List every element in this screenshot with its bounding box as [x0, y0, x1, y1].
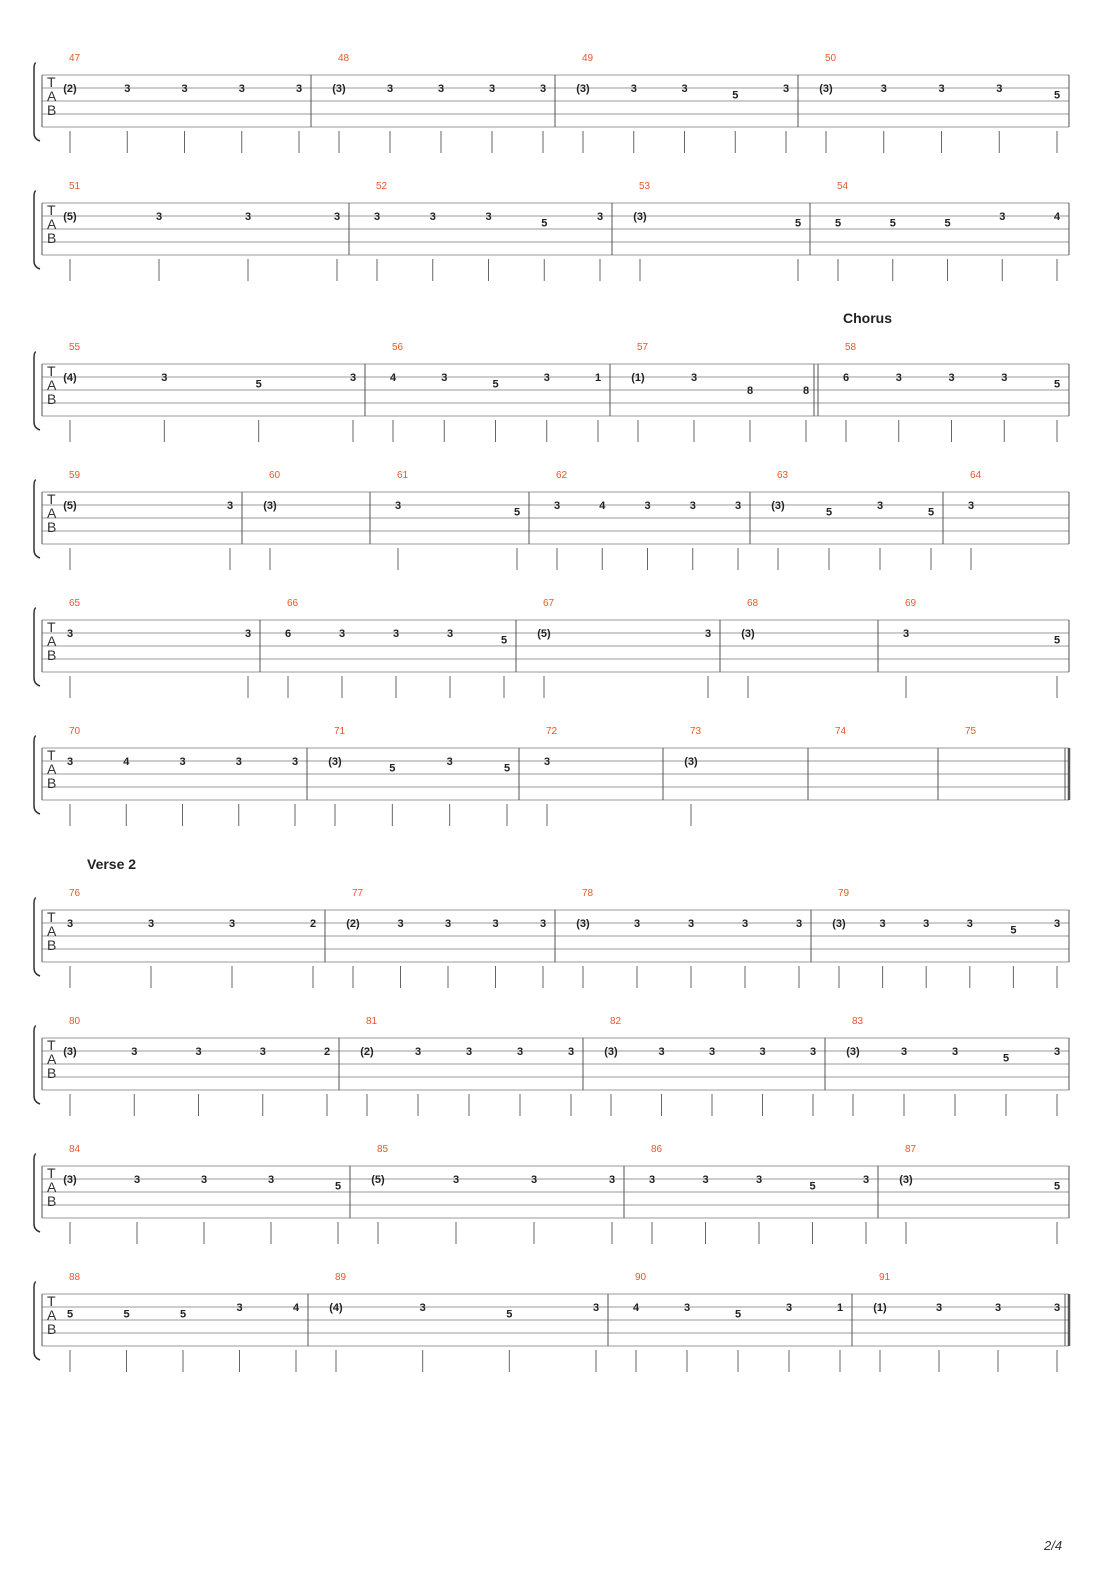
fret-number: 3 — [543, 372, 550, 384]
measure-number: 80 — [69, 1016, 81, 1027]
fret-number: 3 — [437, 83, 445, 95]
fret-number: 4 — [1053, 211, 1061, 223]
measure-number: 60 — [269, 470, 281, 481]
fret-number: 3 — [923, 918, 930, 930]
fret-number: 3 — [238, 83, 245, 95]
fret-number: (3) — [832, 918, 846, 930]
fret-number: 3 — [782, 83, 790, 95]
measure-number: 81 — [366, 1016, 378, 1027]
fret-number: 4 — [123, 756, 130, 768]
fret-number: 3 — [195, 1046, 202, 1058]
fret-number: 3 — [683, 1302, 691, 1314]
system-bracket — [34, 191, 40, 269]
fret-number: 3 — [147, 918, 155, 930]
system-bracket — [34, 898, 40, 976]
fret-number: (3) — [328, 756, 342, 768]
fret-number: 3 — [895, 372, 902, 384]
fret-number: (3) — [771, 500, 785, 512]
fret-number: 3 — [291, 756, 299, 768]
fret-number: 3 — [704, 628, 712, 640]
fret-number: 3 — [492, 918, 499, 930]
fret-number: 5 — [492, 378, 499, 391]
system-bracket — [34, 1282, 40, 1360]
fret-number: 3 — [452, 1174, 460, 1186]
measure-number: 59 — [69, 470, 81, 481]
measure-number: 61 — [397, 470, 409, 481]
fret-number: (3) — [899, 1174, 913, 1186]
fret-number: 3 — [235, 756, 242, 768]
measure-number: 65 — [69, 598, 81, 609]
fret-number: 5 — [1053, 89, 1061, 102]
tab-clef-letter: T — [47, 1037, 56, 1053]
measure-number: 67 — [543, 598, 555, 609]
tab-clef-letter: B — [47, 102, 57, 118]
tab-clef-letter: A — [47, 1179, 57, 1195]
fret-number: 3 — [999, 211, 1006, 223]
fret-number: 3 — [644, 500, 651, 512]
fret-number: 5 — [732, 89, 739, 102]
system-bracket — [34, 63, 40, 141]
measure-number: 51 — [69, 181, 81, 192]
fret-number: 5 — [794, 217, 802, 230]
fret-number: 3 — [66, 918, 74, 930]
fret-number: 3 — [181, 83, 188, 95]
measure-number: 49 — [582, 53, 594, 64]
fret-number: 3 — [785, 1302, 793, 1314]
fret-number: 3 — [373, 211, 381, 223]
fret-number: 3 — [244, 628, 252, 640]
fret-number: 3 — [935, 1302, 943, 1314]
measure-number: 55 — [69, 342, 81, 353]
tab-clef-letter: T — [47, 909, 56, 925]
tab-clef-letter: T — [47, 1293, 56, 1309]
fret-number: 3 — [333, 211, 341, 223]
fret-number: 5 — [825, 506, 833, 519]
measure-number: 77 — [352, 888, 364, 899]
fret-number: 3 — [880, 83, 887, 95]
tab-clef-letter: B — [47, 230, 57, 246]
fret-number: 3 — [386, 83, 394, 95]
fret-number: 2 — [309, 918, 317, 930]
measure-number: 47 — [69, 53, 81, 64]
fret-number: 3 — [759, 1046, 766, 1058]
fret-number: (3) — [846, 1046, 860, 1058]
tab-clef-letter: A — [47, 1307, 57, 1323]
fret-number: 5 — [503, 762, 511, 775]
fret-number: 3 — [66, 756, 74, 768]
fret-number: 8 — [746, 385, 754, 397]
fret-number: (3) — [819, 83, 833, 95]
tab-clef-letter: T — [47, 491, 56, 507]
measure-number: 78 — [582, 888, 594, 899]
fret-number: 3 — [596, 211, 604, 223]
measure-number: 63 — [777, 470, 789, 481]
tab-clef-letter: A — [47, 88, 57, 104]
fret-number: 1 — [594, 372, 602, 384]
fret-number: (3) — [604, 1046, 618, 1058]
measure-number: 48 — [338, 53, 350, 64]
measure-number: 66 — [287, 598, 299, 609]
fret-number: 3 — [648, 1174, 656, 1186]
fret-number: 3 — [516, 1046, 524, 1058]
fret-number: 3 — [131, 1046, 138, 1058]
tab-clef-letter: T — [47, 619, 56, 635]
fret-number: 3 — [236, 1302, 243, 1314]
measure-number: 88 — [69, 1272, 81, 1283]
fret-number: 3 — [708, 1046, 716, 1058]
fret-number: (1) — [631, 372, 645, 384]
fret-number: 3 — [228, 918, 236, 930]
fret-number: 3 — [658, 1046, 665, 1058]
fret-number: (1) — [873, 1302, 887, 1314]
fret-number: 3 — [755, 1174, 763, 1186]
tab-clef-letter: T — [47, 363, 56, 379]
fret-number: 3 — [441, 372, 448, 384]
tab-clef-letter: B — [47, 1065, 57, 1081]
fret-number: 3 — [951, 1046, 959, 1058]
fret-number: 5 — [927, 506, 935, 519]
measure-number: 57 — [637, 342, 649, 353]
fret-number: 3 — [630, 83, 637, 95]
tab-clef-letter: A — [47, 633, 57, 649]
tab-clef-letter: A — [47, 505, 57, 521]
fret-number: 3 — [876, 500, 884, 512]
measure-number: 70 — [69, 726, 81, 737]
fret-number: 3 — [349, 372, 357, 384]
measure-number: 89 — [335, 1272, 347, 1283]
fret-number: (3) — [576, 83, 590, 95]
fret-number: 3 — [900, 1046, 908, 1058]
fret-number: 5 — [500, 634, 508, 647]
fret-number: 3 — [741, 918, 749, 930]
fret-number: 3 — [133, 1174, 141, 1186]
fret-number: 4 — [599, 500, 606, 512]
fret-number: 3 — [155, 211, 163, 223]
fret-number: 3 — [465, 1046, 473, 1058]
tab-clef-letter: T — [47, 202, 56, 218]
system-bracket — [34, 736, 40, 814]
tab-clef-letter: A — [47, 216, 57, 232]
tab-clef-letter: T — [47, 1165, 56, 1181]
fret-number: 3 — [539, 918, 547, 930]
fret-number: 5 — [513, 506, 521, 519]
fret-number: 6 — [842, 372, 850, 384]
fret-number: 5 — [506, 1308, 513, 1321]
fret-number: 3 — [429, 211, 436, 223]
fret-number: 3 — [226, 500, 234, 512]
tab-clef-letter: B — [47, 1193, 57, 1209]
fret-number: 3 — [295, 83, 303, 95]
measure-number: 79 — [838, 888, 850, 899]
measure-number: 50 — [825, 53, 837, 64]
fret-number: (3) — [63, 1046, 77, 1058]
fret-number: 3 — [690, 372, 698, 384]
fret-number: 3 — [592, 1302, 600, 1314]
measure-number: 84 — [69, 1144, 81, 1155]
fret-number: 5 — [389, 762, 396, 775]
fret-number: (5) — [63, 500, 77, 512]
fret-number: 5 — [1053, 634, 1061, 647]
fret-number: 3 — [687, 918, 695, 930]
fret-number: (5) — [371, 1174, 385, 1186]
fret-number: 3 — [681, 83, 688, 95]
fret-number: 3 — [948, 372, 955, 384]
fret-number: 5 — [123, 1308, 130, 1321]
fret-number: (2) — [63, 83, 77, 95]
fret-number: 3 — [446, 756, 453, 768]
fret-number: 5 — [541, 217, 548, 230]
measure-number: 86 — [651, 1144, 663, 1155]
fret-number: 3 — [608, 1174, 616, 1186]
fret-number: 4 — [389, 372, 397, 384]
fret-number: 3 — [994, 1302, 1002, 1314]
tab-clef-letter: T — [47, 74, 56, 90]
fret-number: 5 — [1010, 924, 1017, 937]
fret-number: 3 — [734, 500, 742, 512]
measure-number: 62 — [556, 470, 568, 481]
fret-number: 3 — [66, 628, 74, 640]
fret-number: (5) — [63, 211, 77, 223]
tab-clef-letter: B — [47, 391, 57, 407]
fret-number: 3 — [200, 1174, 208, 1186]
fret-number: 3 — [567, 1046, 575, 1058]
fret-number: 5 — [66, 1308, 74, 1321]
measure-number: 58 — [845, 342, 857, 353]
measure-number: 56 — [392, 342, 404, 353]
fret-number: 3 — [397, 918, 404, 930]
fret-number: 3 — [938, 83, 945, 95]
fret-number: 3 — [795, 918, 803, 930]
fret-number: 3 — [530, 1174, 538, 1186]
fret-number: 3 — [394, 500, 402, 512]
fret-number: 3 — [338, 628, 346, 640]
fret-number: (3) — [633, 211, 647, 223]
measure-number: 69 — [905, 598, 917, 609]
fret-number: 3 — [689, 500, 696, 512]
tab-clef-letter: A — [47, 761, 57, 777]
measure-number: 85 — [377, 1144, 389, 1155]
measure-number: 71 — [334, 726, 346, 737]
fret-number: 4 — [632, 1302, 640, 1314]
measure-number: 52 — [376, 181, 388, 192]
fret-number: 3 — [996, 83, 1003, 95]
fret-number: (5) — [537, 628, 551, 640]
measure-number: 73 — [690, 726, 702, 737]
fret-number: 3 — [446, 628, 454, 640]
fret-number: 5 — [255, 378, 262, 391]
measure-number: 54 — [837, 181, 849, 192]
measure-number: 75 — [965, 726, 977, 737]
measure-number: 64 — [970, 470, 982, 481]
measure-number: 53 — [639, 181, 651, 192]
page-number: 2/4 — [1044, 1538, 1063, 1553]
measure-number: 72 — [546, 726, 558, 737]
measure-number: 76 — [69, 888, 81, 899]
fret-number: 5 — [944, 217, 951, 230]
tab-clef-letter: A — [47, 377, 57, 393]
tab-clef-letter: T — [47, 747, 56, 763]
tab-clef-letter: B — [47, 937, 57, 953]
fret-number: 3 — [633, 918, 641, 930]
measure-number: 82 — [610, 1016, 622, 1027]
measure-number: 90 — [635, 1272, 647, 1283]
fret-number: 3 — [488, 83, 496, 95]
fret-number: 1 — [836, 1302, 844, 1314]
fret-number: 3 — [809, 1046, 817, 1058]
system-bracket — [34, 480, 40, 558]
fret-number: 3 — [902, 628, 910, 640]
tab-clef-letter: B — [47, 647, 57, 663]
measure-number: 87 — [905, 1144, 917, 1155]
fret-number: 3 — [1053, 918, 1061, 930]
fret-number: 3 — [444, 918, 452, 930]
fret-number: 3 — [543, 756, 551, 768]
fret-number: (2) — [346, 918, 360, 930]
tab-clef-letter: A — [47, 923, 57, 939]
fret-number: (2) — [360, 1046, 374, 1058]
fret-number: 5 — [809, 1180, 816, 1193]
measure-number: 74 — [835, 726, 847, 737]
section-label-chorus: Chorus — [843, 310, 892, 326]
fret-number: 3 — [1053, 1046, 1061, 1058]
fret-number: 3 — [244, 211, 252, 223]
measure-number: 68 — [747, 598, 759, 609]
tab-clef-letter: A — [47, 1051, 57, 1067]
fret-number: (3) — [332, 83, 346, 95]
fret-number: 3 — [259, 1046, 266, 1058]
fret-number: 3 — [539, 83, 547, 95]
section-label-verse-2: Verse 2 — [87, 856, 137, 872]
fret-number: 5 — [1053, 1180, 1061, 1193]
fret-number: 5 — [834, 217, 842, 230]
fret-number: 3 — [966, 918, 973, 930]
tab-clef-letter: B — [47, 519, 57, 535]
fret-number: 3 — [161, 372, 168, 384]
fret-number: 3 — [485, 211, 492, 223]
fret-number: 3 — [1053, 1302, 1061, 1314]
fret-number: 3 — [414, 1046, 422, 1058]
fret-number: 5 — [1002, 1052, 1010, 1065]
system-bracket — [34, 608, 40, 686]
fret-number: 3 — [419, 1302, 426, 1314]
fret-number: 4 — [292, 1302, 300, 1314]
fret-number: (3) — [63, 1174, 77, 1186]
fret-number: 3 — [179, 756, 186, 768]
fret-number: 5 — [179, 1308, 187, 1321]
fret-number: 2 — [323, 1046, 331, 1058]
fret-number: 5 — [889, 217, 896, 230]
fret-number: 8 — [802, 385, 810, 397]
fret-number: 3 — [553, 500, 561, 512]
fret-number: 3 — [879, 918, 886, 930]
fret-number: 6 — [284, 628, 292, 640]
tab-clef-letter: B — [47, 775, 57, 791]
system-bracket — [34, 352, 40, 430]
fret-number: (3) — [263, 500, 277, 512]
fret-number: 3 — [1001, 372, 1008, 384]
measure-number: 83 — [852, 1016, 864, 1027]
fret-number: (3) — [684, 756, 698, 768]
fret-number: 5 — [1053, 378, 1061, 391]
fret-number: (3) — [576, 918, 590, 930]
system-bracket — [34, 1154, 40, 1232]
fret-number: (4) — [63, 372, 77, 384]
fret-number: 3 — [967, 500, 975, 512]
fret-number: (3) — [741, 628, 755, 640]
fret-number: 3 — [702, 1174, 709, 1186]
fret-number: 3 — [862, 1174, 870, 1186]
fret-number: (4) — [329, 1302, 343, 1314]
fret-number: 5 — [334, 1180, 342, 1193]
system-bracket — [34, 1026, 40, 1104]
measure-number: 91 — [879, 1272, 891, 1283]
fret-number: 5 — [734, 1308, 742, 1321]
fret-number: 3 — [267, 1174, 275, 1186]
fret-number: 3 — [392, 628, 400, 640]
fret-number: 3 — [124, 83, 131, 95]
tab-clef-letter: B — [47, 1321, 57, 1337]
